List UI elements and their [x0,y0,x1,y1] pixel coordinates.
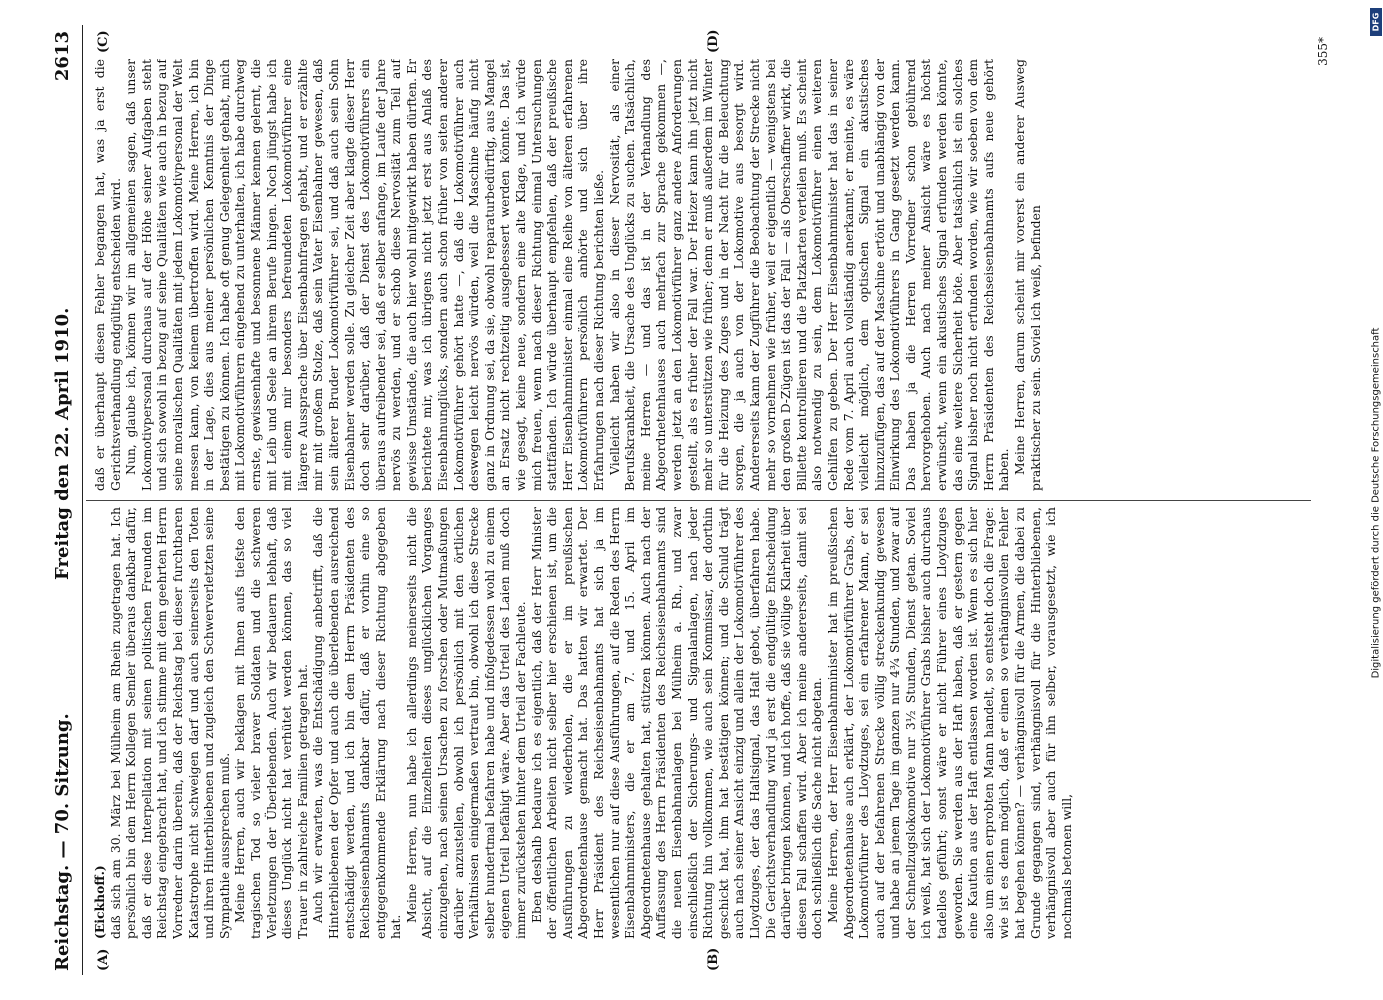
paragraph: Meine Herren, nun habe ich allerdings meinerseits nicht die Absicht, auf die Einzelheiten dieses unglücklichen Vorganges einzugehen, nach seinen Ursachen zu forschen oder Mutmaßungen darüber anzustellen, obwohl ich persönlich mit den örtlichen Verhältnissen einigermaßen vertraut bin, obwohl ich diese Strecke selber hundertmal befahren habe und infolgedessen wohl zu einem eigenen Urteil befähigt wäre. Aber das Urteil des Laien muß doch immer zurückstehen hinter dem Urteil der Fachleute. [403,507,529,939]
margin-mark-a: (A) [96,948,111,971]
paragraph: Vielleicht haben wir also in dieser Nervosität, als einer Berufskrankheit, die Ursache des Unglücks zu suchen. Tatsächlich, meine Herren — und das ist in der Verhandlung des Abgeordnetenhauses auch mehrfach zur Sprache gekommen —, werden jetzt an den Lokomotivführer ganz andere Anforderungen gestellt, als es früher der Fall war. Der Heizer kann ihn jetzt nicht mehr so unterstützen wie früher; denn er muß außerdem im Winter für die Heizung des Zuges und in der Nacht für die Beleuchtung sorgen, die ja auch von der Lokomotive aus besorgt wird. Andererseits kann der Zugführer die Beobachtung der Strecke nicht mehr so vornehmen wie früher, weil er eigentlich — wenigstens bei den großen D-Zügen ist das der Fall — als Oberschaffner wirkt, die Billette kontrollieren und die Platzkarten verteilen muß. Es scheint also notwendig zu sein, dem Lokomotivführer einen weiteren Gehilfen zu geben. Der Herr Eisenbahnminister hat das in seiner Rede vom 7. April auch vollständig anerkannt; er meinte, es wäre vielleicht möglich, dem optischen Signal ein akustisches hinzuzufügen, das auf der Maschine ertönt und unabhängig von der Einwirkung des Lokomotivführers in Gang gesetzt werden kann. Das haben ja die Herren Vorredner schon gebührend hervorgehoben. Auch nach meiner Ansicht wäre es höchst erwünscht, wenn ein akustisches Signal erfunden werden könnte, das eine weitere Sicherheit böte. Aber tatsächlich ist ein solches Signal bisher noch nicht erfunden worden, wie wir soeben von dem Herrn Präsidenten des Reichseisenbahnamts aufs neue gehört haben. [606,59,1012,491]
margin-mark-b: (B) [706,947,721,971]
funding-note-text: Digitalisierung gefördert durch die Deutsche Forschungsgemeinschaft [1370,327,1382,679]
paragraph: Meine Herren, darum scheint mir vorerst ein anderer Ausweg praktischer zu sein. Soviel ich weiß, befinden [1012,59,1043,491]
page-header [46,25,83,975]
rotated-document-page [46,25,1336,975]
paragraph: daß sich am 30. März bei Mülheim am Rhein zugetragen hat. Ich persönlich bin dem Herrn Kollegen Semler überaus dankbar dafür, daß er diese Interpellation mit seinen politischen Freunden im Reichstag eingebracht hat, und ich stimme mit dem geehrten Herrn Vorredner darin überein, daß der Reichstag bei dieser furchtbaren Katastrophe nicht schweigen darf und auch seinerseits den Toten und ihren Hinterbliebenen und zugleich den Schwerverletzten seine Sympathie aussprechen muß. [107,507,232,939]
paragraph: Meine Herren, der Herr Eisenbahnminister hat im preußischen Abgeordnetenhause auch erklärt, der Lokomotivführer Grabs, der Lokomotivführer des Lloydzuges, sei ein erfahrener Mann, er sei auch auf der befahrenen Strecke völlig streckenkundig gewesen und habe an jenem Tage im ganzen nur 4¾ Stunden, und zwar auf der Schnellzugslokomotive nur 3½ Stunden, Dienst getan. Soviel ich weiß, hat sich der Lokomotivführer Grabs bisher auch durchaus tadellos geführt; sonst wäre er nicht Führer eines Lloydzuges geworden. Sie werden aus der Haft haben, daß er gestern gegen eine Kaution aus der Haft entlassen worden ist. Wenn es sich hier also um einen erprobten Mann handelt, so entsteht doch die Frage: wie ist es denn möglich, daß er einen so verhängnisvollen Fehler hat begehen können? — verhängnisvoll für die Armen, die dabei zu Grunde gegangen sind, verhängnisvoll für die Hinterbliebenen, verhängnisvoll aber auch für ihn selber, vorausgesetzt, wie ich nochmals betonen will, [824,507,1074,939]
header-date: Freitag den 22. April 1910. [52,307,73,580]
paragraph: Nun, glaube ich, können wir im allgemeinen sagen, daß unser Lokomotivpersonal durchaus auf der Höhe seiner Aufgaben steht und sich sowohl in bezug auf seine Qualitäten wie auch in bezug auf seine moralischen Qualitäten mit jedem Lokomotivpersonal der Welt messen kann, von keinem übertroffen wird. Meine Herren, ich bin in der Lage, dies aus meiner persönlichen Kenntnis der Dinge bestätigen zu können. Ich habe oft genug Gelegenheit gehabt, mich mit Lokomotivführern eingehend zu unterhalten, ich habe durchweg ernste, gewissenhafte und besonnene Männer kennen gelernt, die mit Leib und Seele an ihrem Berufe hingen. Noch jüngst habe ich mit einem mir besonders befreundeten Lokomotivführer eine längere Aussprache über Eisenbahnfragen gehabt, und er erzählte mir mit großem Stolze, daß sein Vater Eisenbahner gewesen, daß sein älterer Bruder Lokomotivführer sei, und daß auch sein Sohn Eisenbahner werden solle. Zu gleicher Zeit aber klagte dieser Herr doch sehr darüber, daß der Dienst des Lokomotivführers ein überaus aufreibender sei, daß er selber anfange, im Laufe der Jahre nervös zu werden, und er schob diese Nervosität zum Teil auf gewisse Umstände, die auch hier wohl mitgewirkt haben dürften. Er berichtete mir, was ich übrigens nicht jetzt erst aus Anlaß des Eisenbahnunglücks, sondern auch schon früher von seiten anderer Lokomotivführer gehört hatte —, daß die Lokomotivführer auch deswegen leicht nervös würden, weil die Maschine häufig nicht ganz in Ordnung sei, da sie, obwohl reparaturbedürftig, aus Mangel an Ersatz nicht rechtzeitig ausgebessert werden könnte. Das ist, wie gesagt, keine neue, sondern eine alte Klage, und ich würde mich freuen, wenn nach dieser Richtung einmal Untersuchungen stattfänden. Ich würde überhaupt empfehlen, daß der preußische Herr Eisenbahnminister einmal eine Reihe von älteren erfahrenen Lokomotivführern persönlich anhörte und sich über ihre Erfahrungen nach dieser Richtung berichten ließe. [123,59,606,491]
left-column [92,507,1307,939]
column-divider [86,500,1311,501]
page-footer-number: 355* [1316,37,1330,66]
funding-note [1369,6,1383,1000]
paragraph: daß er überhaupt diesen Fehler begangen hat, was ja erst die Gerichtsverhandlung endgültig entscheiden wird. [92,59,123,491]
header-page-number: 2613 [52,31,73,82]
speaker-label: (Eickhoff.) [92,865,107,939]
paragraph: Meine Herren, auch wir beklagen mit Ihnen aufs tiefste den tragischen Tod so vieler braver Soldaten und die schweren Verletzungen der Überlebenden. Auch wir bedauern lebhaft, daß dieses Unglück nicht hat verhütet werden können, das so viel Trauer in zahlreiche Familien getragen hat. [232,507,310,939]
margin-mark-d: (D) [706,29,721,53]
right-column [92,59,1307,491]
paragraph: Eben deshalb bedaure ich es eigentlich, daß der Herr Minister der öffentlichen Arbeiten nicht selber hier erschienen ist, um die Ausführungen zu wiederholen, die er im preußischen Abgeordnetenhause gemacht hat. Das hatten wir erwartet. Der Herr Präsident des Reichseisenbahnamts hat sich ja im wesentlichen nur auf diese Ausführungen, auf die Reden des Herrn Eisenbahnministers, die er am 7. und 15. April im Abgeordnetenhause gehalten hat, stützen können. Auch nach der Auffassung des Herrn Präsidenten des Reichseisenbahnamts sind die neuen Eisenbahnanlagen bei Mülheim a. Rh., und zwar einschließlich der Sicherungs- und Signalanlagen, nach jeder Richtung hin vollkommen, wie auch sein Kommissar, der dorthin geschickt hat, ihm hat bestätigen können; und die Schuld trägt auch nach seiner Ansicht einzig und allein der Lokomotivführer des Lloydzuges, der das Haltsignal, das Halt gebot, überfahren habe. Die Gerichtsverhandlung wird ja erst die endgültige Entscheidung darüber bringen können, und ich hoffe, daß sie völlige Klarheit über diesen Fall schaffen wird. Aber ich meine andererseits, damit sei doch schließlich die Sache nicht abgetan. [528,507,825,939]
header-left: Reichstag. — 70. Sitzung. [52,713,73,971]
dfg-logo-text: DFG [1371,12,1381,32]
paragraph: Auch wir erwarten, was die Entschädigung anbetrifft, daß die Hinterbliebenen der Opfer und auch die überlebenden ausreichend entschädigt werden, und ich bin dem Herrn Präsidenten des Reichseisenbahnamts dankbar dafür, daß er vorhin eine so entgegenkommende Erklärung nach dieser Richtung abgegeben hat. [310,507,404,939]
margin-mark-c: (C) [96,30,111,53]
